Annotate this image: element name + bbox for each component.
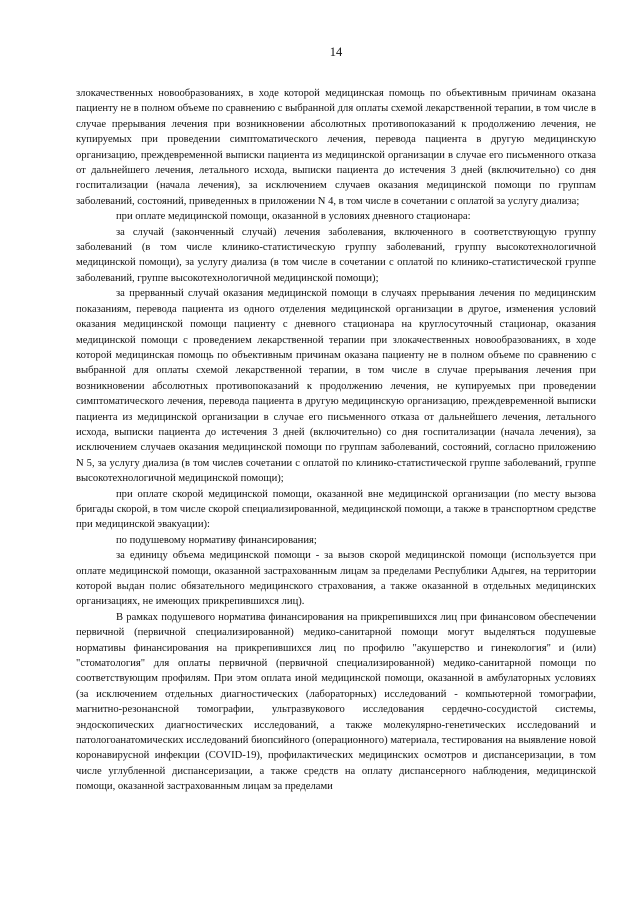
paragraph: при оплате скорой медицинской помощи, оказанной вне медицинской организации (по месту вызова бригады скорой, в том числе скорой специализированной, медицинской помощи, а также в транспортном средстве при медицинской эвакуации): — [76, 488, 596, 531]
paragraph: В рамках подушевого норматива финансирования на прикрепившихся лиц при финансовом обеспечении первичной (первичной специализированной) медико-санитарной помощи могут выделяться подушевые нормативы финансирования на прикрепившихся лиц по профилю "акушерство и гинекология" и (или) "стоматология" для оплаты первичной (первичной специализированной) медико-санитарной помощи по соответствующим профилям. При этом оплата иной медицинской помощи, оказанной в амбулаторных условиях (за исключением отдельных диагностических (лабораторных) исследований - компьютерной томографии, магнитно-резонансной томографии, ультразвукового исследования сердечно-сосудистой системы, эндоскопических диагностических исследований, а также молекулярно-генетических исследований и патологоанатомических исследований биопсийного (операционного) материала, тестирования на выявление новой коронавирусной инфекции (COVID-19), профилактических медицинских осмотров и диспансеризации, в том числе углубленной диспансеризации, а также средств на оплату диспансерного наблюдения, медицинской помощи, оказанной застрахованным лицам за пределами — [76, 611, 596, 793]
paragraph: за случай (законченный случай) лечения заболевания, включенного в соответствующую группу заболеваний (в том числе клинико-статистическую группу заболеваний, группу высокотехнологичной медицинской помощи), за услугу диализа (в том числе в сочетании с оплатой по клинико-статистической группе заболеваний, группе высокотехнологичной медицинской помощи); — [76, 226, 596, 284]
paragraph: злокачественных новообразованиях, в ходе которой медицинская помощь по объективным причинам оказана пациенту не в полном объеме по сравнению с выбранной для оплаты схемой лекарственной терапии, в том числе в случае прерывания лечения при возникновении абсолютных противопоказаний к продолжению лечения, не купируемых при проведении симптоматического лечения, перевода пациента в другую медицинскую организацию, преждевременной выписки пациента из медицинской организации в случае его письменного отказа от дальнейшего лечения, летального исхода, выписки пациента до истечения 3 дней (включительно) со дня госпитализации (начала лечения), за исключением случаев оказания медицинской помощи по группам заболеваний, состояний, приведенных в приложении N 4, в том числе в сочетании с оплатой за услугу диализа; — [76, 88, 596, 207]
paragraph: за единицу объема медицинской помощи - за вызов скорой медицинской помощи (используется при оплате медицинской помощи, оказанной застрахованным лицам за пределами Республики Адыгея, на территории которой выдан полис обязательного медицинского страхования, а также оказанной в отдельных медицинских организациях, не имеющих прикрепившихся лиц). — [76, 550, 596, 608]
page-number: 14 — [329, 45, 343, 59]
paragraph: по подушевому нормативу финансирования; — [116, 534, 317, 546]
document-body — [76, 86, 596, 795]
paragraph: при оплате медицинской помощи, оказанной в условиях дневного стационара: — [116, 211, 471, 223]
paragraph: за прерванный случай оказания медицинской помощи в случаях прерывания лечения по медицинским показаниям, перевода пациента из одного отделения медицинской организации в другое, изменения условий оказания медицинской помощи пациенту с дневного стационара на круглосуточный стационар, оказания медицинской помощи с проведением лекарственной терапии при злокачественных новообразованиях, в ходе которой медицинская помощь по объективным причинам оказана пациенту не в полном объеме по сравнению с выбранной для оплаты схемой лекарственной терапии, в том числе в случае прерывания лечения при возникновении абсолютных противопоказаний к продолжению лечения, не купируемых при проведении симптоматического лечения, перевода пациента в другую медицинскую организацию, преждевременной выписки пациента из медицинской организации в случае его письменного отказа от дальнейшего лечения, летального исхода, выписки пациента до истечения 3 дней (включительно) со дня госпитализации (начала лечения), за исключением случаев оказания медицинской помощи по группам заболеваний, состояний, согласно приложению N 5, за услугу диализа (в том числев сочетании с оплатой по клинико-статистической группе заболеваний, группе высокотехнологичной медицинской помощи); — [76, 288, 596, 485]
